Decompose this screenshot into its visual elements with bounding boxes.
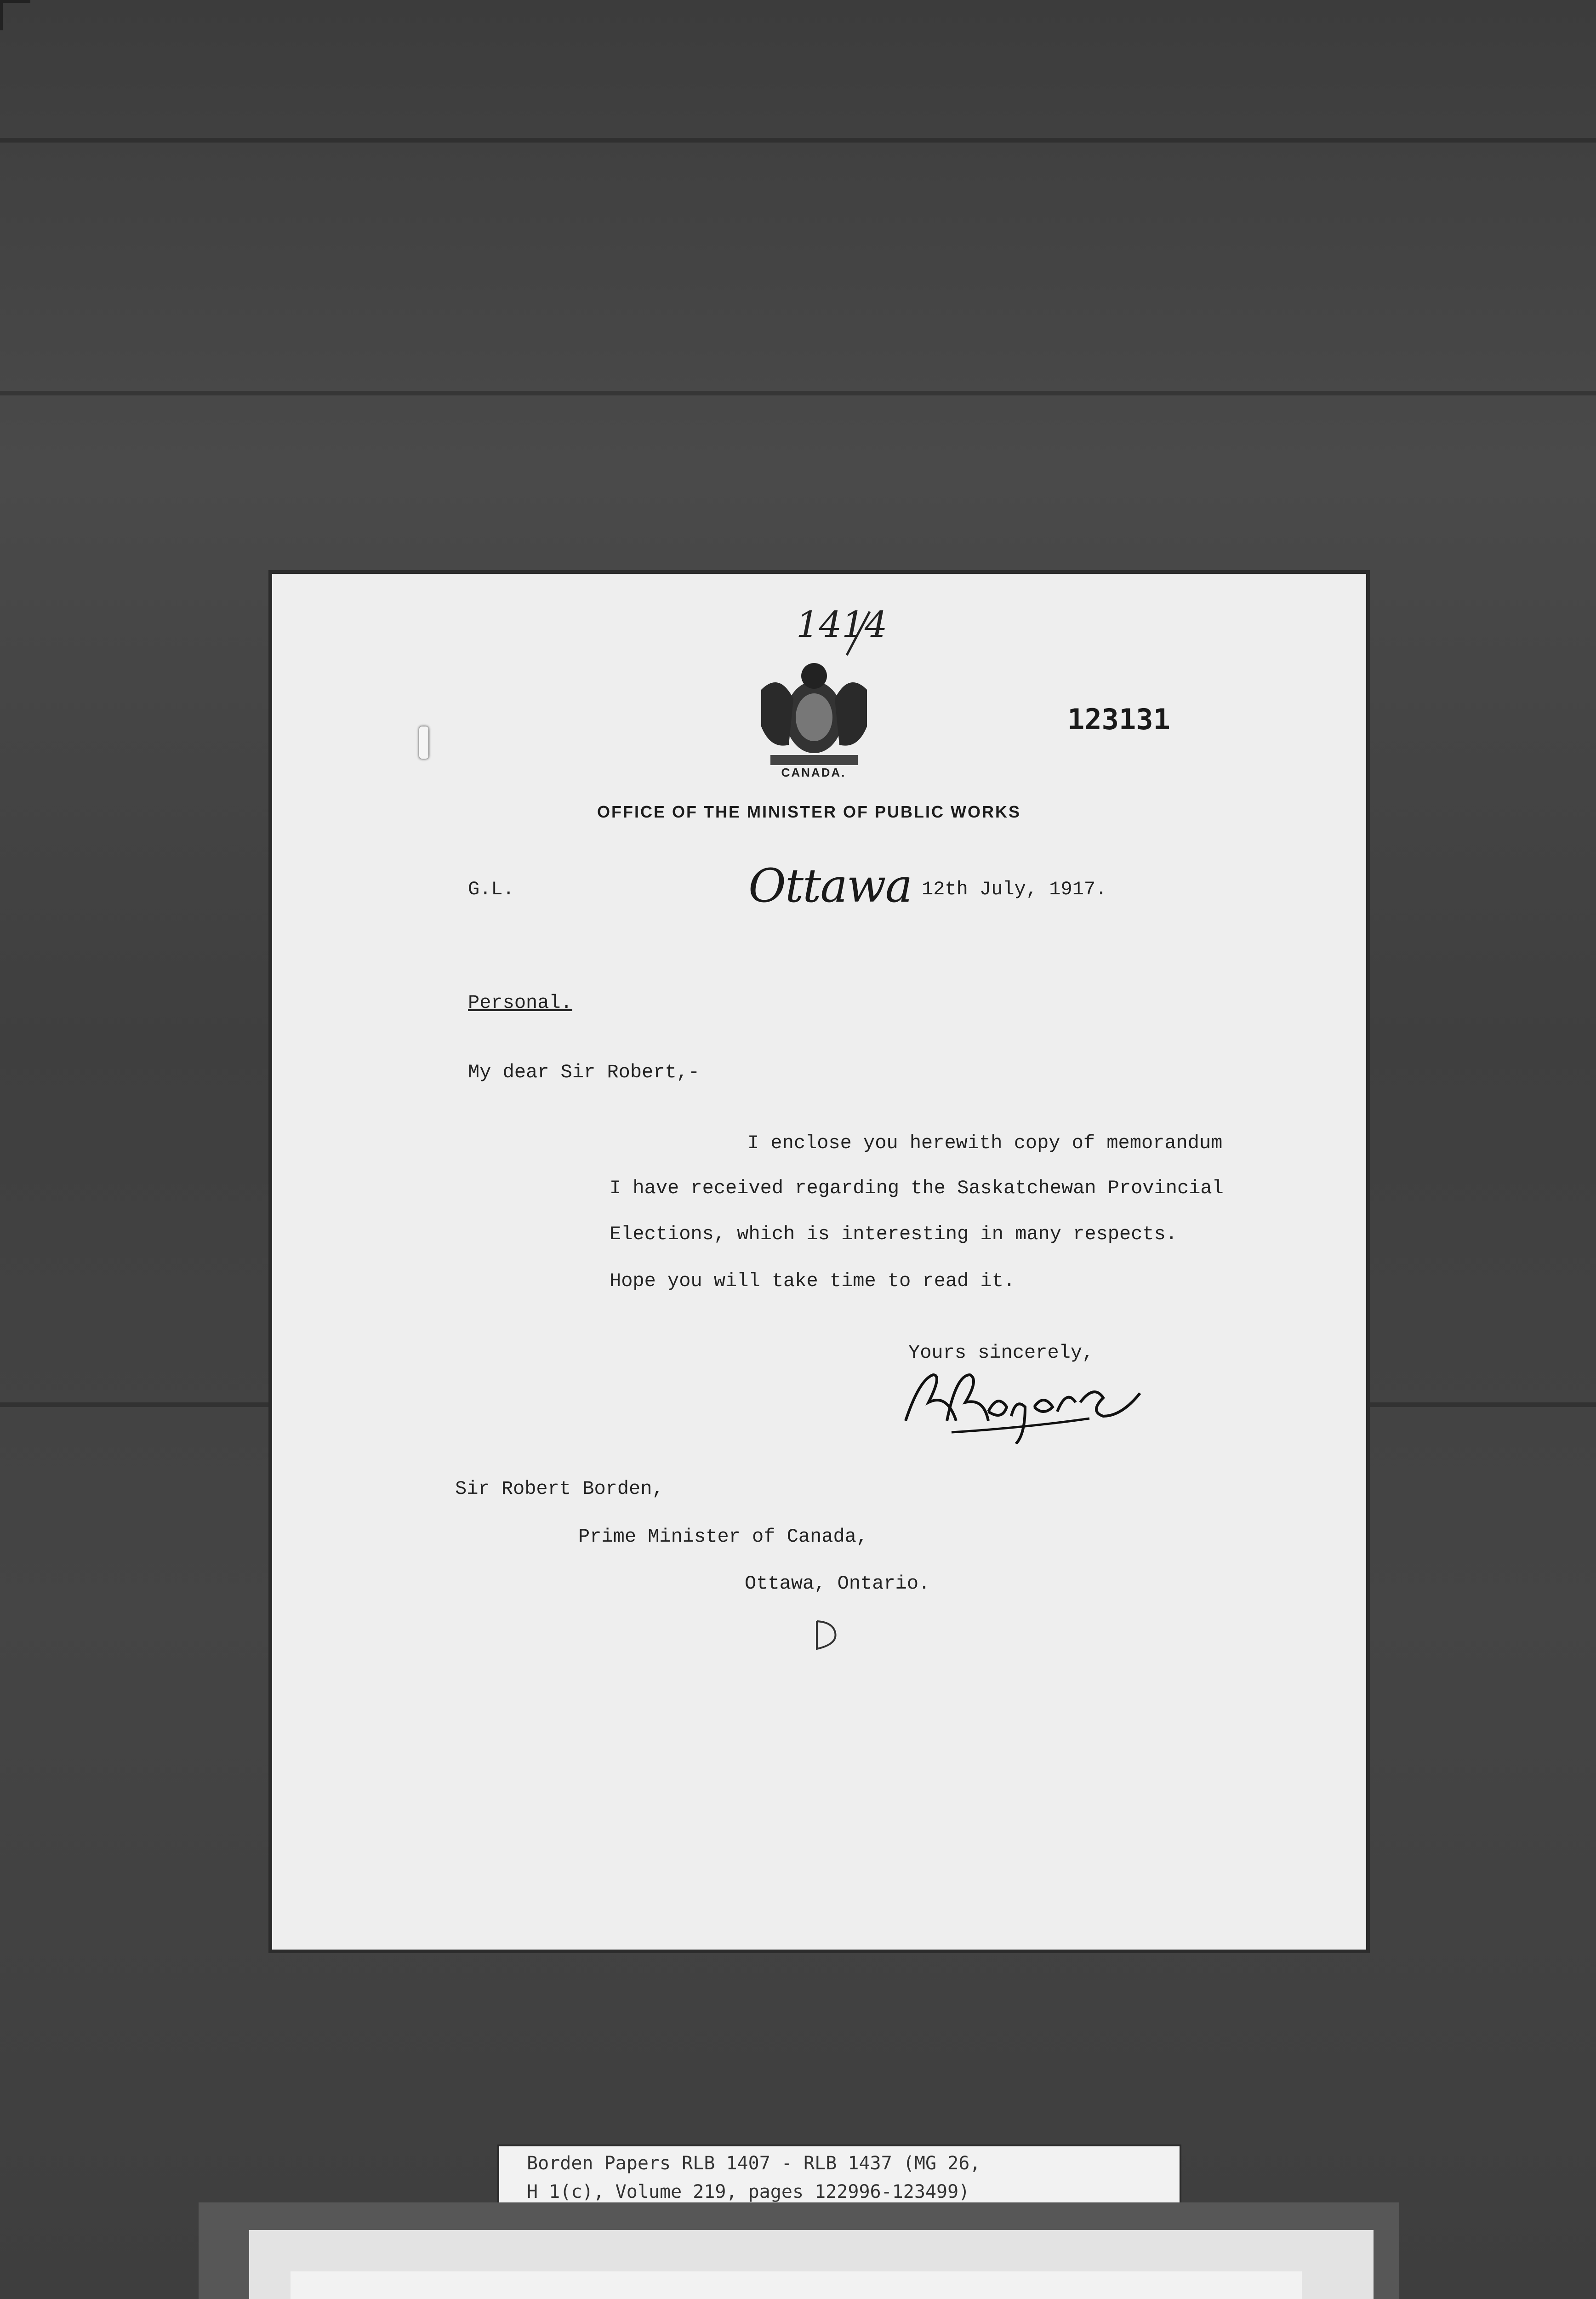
recipient-name: Sir Robert Borden,	[455, 1478, 664, 1500]
letter-date: 12th July, 1917.	[922, 878, 1107, 900]
reference-initials: G.L.	[468, 878, 514, 900]
punch-hole	[419, 726, 428, 759]
file-number: 123131	[1067, 703, 1170, 736]
handwritten-mark	[810, 1617, 842, 1653]
body-line: I have received regarding the Saskatchewan Provincial	[610, 1177, 1224, 1199]
svg-text:1414: 1414	[796, 604, 888, 646]
scan-band	[0, 138, 1596, 143]
body-line: I enclose you herewith copy of memorandum	[747, 1132, 1223, 1154]
recipient-title: Prime Minister of Canada,	[578, 1526, 868, 1548]
reference-line: H 1(c), Volume 219, pages 122996-123499)	[527, 2181, 970, 2202]
scan-band	[0, 391, 1596, 395]
crest-caption: CANADA.	[781, 766, 846, 779]
letterhead-place: Ottawa	[748, 859, 912, 913]
body-line: Hope you will take time to read it.	[610, 1270, 1015, 1292]
salutation: My dear Sir Robert,-	[468, 1061, 700, 1083]
handwritten-signature	[896, 1352, 1181, 1444]
personal-heading: Personal.	[468, 992, 572, 1014]
scan-corner-mark	[0, 0, 30, 30]
archives-stamp-panel	[291, 2271, 1302, 2299]
letterhead-office: OFFICE OF THE MINISTER OF PUBLIC WORKS	[597, 802, 1021, 821]
recipient-city: Ottawa, Ontario.	[745, 1573, 930, 1595]
closing: Yours sincerely,	[908, 1342, 1094, 1364]
handwritten-number	[792, 593, 902, 658]
body-line: Elections, which is interesting in many respects.	[610, 1223, 1178, 1245]
reference-line: Borden Papers RLB 1407 - RLB 1437 (MG 26,	[527, 2153, 981, 2174]
